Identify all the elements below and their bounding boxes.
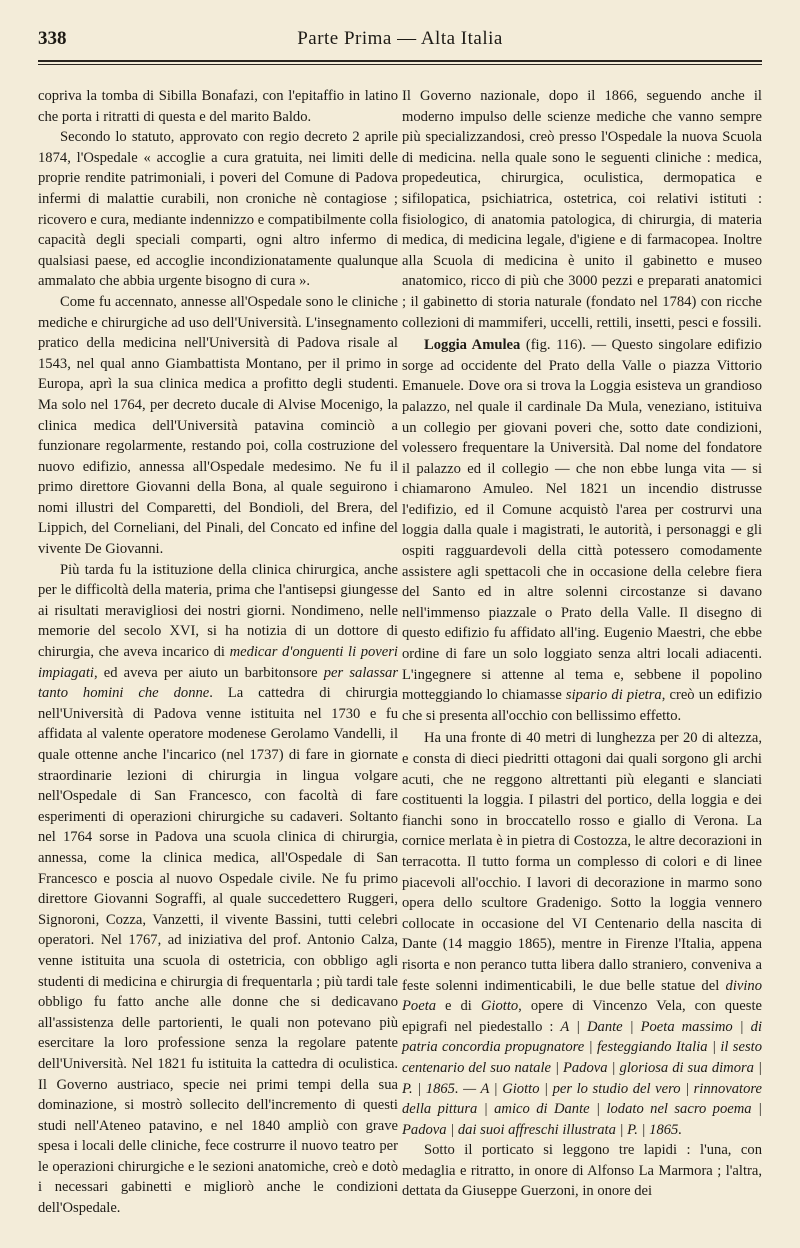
italic-quote: medicar d'onguenti li poveri impiagati	[38, 644, 398, 681]
italic-name: Giotto	[480, 998, 519, 1015]
section-heading: Loggia Amulea	[424, 337, 521, 354]
text-run: , creò un edifizio che si presenta all'occhio con bellissimo effetto.	[402, 687, 762, 724]
paragraph	[402, 728, 762, 1140]
text-columns	[38, 86, 762, 1226]
epigraph-text: A | Dante | Poeta massimo | di patria concordia propugnatore | festeggiando Italia | il sesto centenario del suo natale | Padova | gloriosa di sua dimora | P. | 1865. — A | Giotto | per lo studio del vero | rinnovatore della pittura | amico di Dante | lodato nel sacro poema | Padova | dai suoi affreschi illustrata | P. | 1865.	[402, 1018, 762, 1138]
page-number: 338	[38, 28, 67, 49]
paragraph: Come fu accennato, annesse all'Ospedale sono le cliniche mediche e chirurgiche ad uso dell'Università. L'insegnamento pratico della medicina nell'Università di Padova risale al 1543, nel qual anno Giambattista Montano, per il primo in Europa, aprì la sua clinica medica a profitto degli studenti. Ma solo nel 1764, per decreto ducale di Alvise Mocenigo, la clinica medica dell'Università patavina cominciò a funzionare regolarmente, restando poi, colla costruzione del nuovo edifizio, annessa all'Ospedale medesimo. Ne fu il primo direttore Giovanni della Bona, al quale seguirono i nomi illustri del Comparetti, del Bondioli, del Brera, del Lippich, del Corneliani, del Pinali, del Concato ed infine del vivente De Giovanni.	[38, 293, 398, 558]
italic-quote: per salassar tanto homini che donne	[38, 664, 399, 702]
paragraph: Secondo lo statuto, approvato con regio decreto 2 aprile 1874, l'Ospedale « accoglie a cura gratuita, nei limiti delle proprie rendite patrimoniali, i poveri del Comune di Padova infermi di malattie curabili, non croniche nè contagiose ; ricovero e cura, mediante indennizzo e compatibilmente colla capacità degli speciali comparti, ogni altro infermo di qualsiasi paese, ed accoglie incondizionatamente qualunque ammalato che abbia urgente bisogno di cura ».	[38, 129, 398, 290]
page-header	[38, 28, 762, 56]
paragraph: copriva la tomba di Sibilla Bonafazi, con l'epitaffio in latino che porta i ritratti di questa e del marito Baldo.	[38, 88, 398, 125]
header-rule	[38, 60, 762, 62]
text-run: . La cattedra di chirurgia nell'Università di Padova venne istituita nel 1730 e fu affidata al valente operatore modenese Gerolamo Vandelli, il quale ottenne anche l'incarico (nel 1737) di fare in giornate straordinarie lezioni di chirurgia in lingua volgare nell'Ospedale di San Francesco, con facoltà di fare esperimenti di operazioni chirurgiche su cadaveri. Soltanto nel 1764 sorse in Padova una scuola clinica di chirurgia, annessa, come la clinica medica, all'Ospedale di San Francesco e poscia al nuovo Ospedale civile. Ne fu primo direttore Giovanni Sograffi, al quale succedettero Ruggeri, Signoroni, Cozza, Vanzetti, il vivente Bassini, tutti celebri operatori. Nel 1767, ad iniziativa del prof. Antonio Calza, venne istituita una scuola di ostetricia, con obbligo agli studenti di medicina e chirurgia di frequentarla ; più tardi tale obbligo fu fatto anche alle donne che si dedicavano all'assistenza delle partorienti, le quali non potevano più esercitare la loro professione senza la regolare patente dell'Università. Nel 1821 fu istituita la cattedra di oculistica. Il Governo austriaco, specie nei primi tempi della sua dominazione, si mostrò sollecito dell'incremento di questi studi nell'Ateneo patavino, e nel 1840 ampliò con grave spesa i locali delle cliniche, fece costrurre il nuovo teatro per le operazioni chirurgiche e le sezioni anatomiche, creò e dotò i necessari gabinetti e migliorò anche le condizioni dell'Ospedale.	[38, 685, 398, 1217]
text-run: (fig. 116). — Questo singolare edifizio sorge ad occidente del Prato della Valle o piazza Vittorio Emanuele. Dove ora si trova la Loggia esisteva un grandioso palazzo, nel quale il cardinale Da Mula, veneziano, istituiva un collegio per giovani poveri che, sotto date condizioni, volessero frequentare la Università. Dal nome del fondatore il palazzo ed il collegio — che non ebbe lunga vita — si chiamarono Amuleo. Nel 1821 un incendio distrusse l'edifizio, ed il Comune acquistò l'area per costrurvi una loggia dalla quale i magistrati, le autorità, i personaggi e gli ospiti ragguardevoli della città potessero comodamente assistere agli spettacoli che in occasione della celebre fiera del Santo ed in altre solenni circostanze si davano nell'immenso piazzale o Prato della Valle. Il disegno di questo edifizio fu affidato all'ing. Eugenio Maestri, che ebbe ordine di fare un solo loggiato senza altri locali adiacenti. L'ingegnere si attenne al tema e, sebbene il popolino motteggiando lo chiamasse	[402, 337, 762, 704]
left-column	[38, 86, 398, 1226]
right-column	[402, 86, 762, 1226]
text-run: , ed aveva per aiuto un barbitonsore	[93, 664, 324, 681]
text-run: e di	[436, 998, 481, 1015]
text-run: , opere di Vincenzo Vela, con queste epigrafi nel piedestallo :	[402, 998, 762, 1035]
paragraph: Sotto il porticato si leggono tre lapidi : l'una, con medaglia e ritratto, in onore di Alfonso La Marmora ; l'altra, dettata da Giuseppe Guerzoni, in onore dei	[402, 1142, 762, 1200]
italic-name: divino Poeta	[402, 977, 762, 1015]
header-rule-thin	[38, 64, 762, 65]
paragraph: Il Governo nazionale, dopo il 1866, seguendo anche il moderno impulso delle scienze mediche che vanno sempre più specializzandosi, creò presso l'Ospedale la nuova Scuola di medicina. nella quale sono le seguenti cliniche : medica, propedeutica, chirurgica, oculistica, dermopatica e sifilopatica, psichiatrica, ostetrica, coi relativi istituti : fisiologico, di anatomia patologica, di chirurgia, di materia medica, di medicina legale, d'igiene e di farmacopea. Inoltre alla Scuola di medicina è unito il gabinetto e museo anatomico, ricco di più che 3000 pezzi e preparati anatomici ; il gabinetto di storia naturale (fondato nel 1784) con ricche collezioni di mammiferi, uccelli, rettili, insetti, pesci e fossili.	[402, 88, 762, 331]
paragraph	[402, 335, 762, 726]
paragraph	[38, 560, 398, 1219]
text-run: Ha una fronte di 40 metri di lunghezza per 20 di altezza, e consta di dieci piedritti ottagoni dai quali sorgono gli archi acuti, che ne reggono altrettanti più eleganti e slanciati costituenti la loggia. I pilastri del portico, della loggia e dei fianchi sono in broccatello rosso e giallo di Verona. La cornice merlata è in pietra di Costozza, le altre decorazioni in terracotta. Il tutto forma un complesso di colori e di linee piacevoli all'occhio. I lavori di decorazione in marmo sono opera dello scultore Gradenigo. Sotto la loggia vennero collocate in occasione del VI Centenario della nascita di Dante (14 maggio 1865), mentre in Firenze l'Italia, appena risorta e non peranco tutta libera dallo straniero, conveniva a feste solenni indimenticabili, le due belle statue del	[402, 730, 762, 994]
italic-quote: sipario di pietra	[565, 687, 662, 704]
running-title: Parte Prima — Alta Italia	[297, 28, 503, 49]
text-run: Più tarda fu la istituzione della clinica chirurgica, anche per le difficoltà della materia, prima che l'antisepsi giungesse ai risultati meravigliosi dei nostri giorni. Nondimeno, nelle memorie del secolo XVI, si ha notizia di un dottore di chirurgia, che aveva incarico di	[38, 561, 398, 661]
